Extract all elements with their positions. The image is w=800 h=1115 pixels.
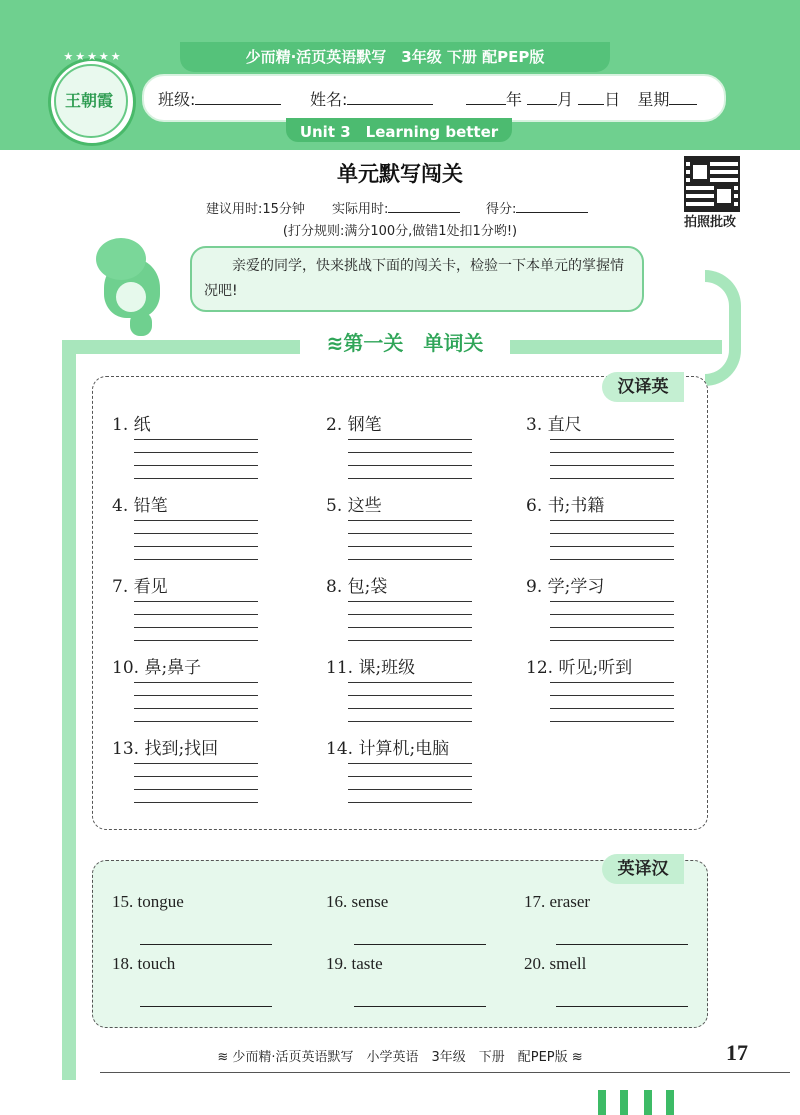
footer-bar xyxy=(620,1090,628,1115)
writing-line[interactable] xyxy=(550,695,674,696)
actual-time-blank[interactable] xyxy=(388,198,460,213)
writing-line[interactable] xyxy=(348,546,472,547)
actual-time-label: 实际用时: xyxy=(332,202,389,217)
writing-line[interactable] xyxy=(550,627,674,628)
writing-line[interactable] xyxy=(134,614,258,615)
bear-belly xyxy=(116,282,146,312)
class-field[interactable] xyxy=(158,87,281,110)
writing-line[interactable] xyxy=(550,640,674,641)
month-label: 月 xyxy=(557,90,574,109)
writing-line[interactable] xyxy=(134,708,258,709)
decor-track-vertical xyxy=(62,340,76,1080)
writing-line[interactable] xyxy=(348,708,472,709)
decor-track-curve xyxy=(705,270,741,386)
word-item-label: 13. 找到;找回 xyxy=(112,739,219,759)
footer-text: ≋ 少而精·活页英语默写 小学英语 3年级 下册 配PEP版 ≋ xyxy=(217,1050,583,1065)
word-item-label: 1. 纸 xyxy=(112,415,151,435)
writing-line[interactable] xyxy=(550,452,674,453)
writing-line[interactable] xyxy=(134,520,258,521)
bear-head xyxy=(96,238,146,280)
word-item-label: 4. 铅笔 xyxy=(112,496,168,516)
writing-line[interactable] xyxy=(134,465,258,466)
writing-line[interactable] xyxy=(134,533,258,534)
year-label: 年 xyxy=(506,90,523,109)
writing-line[interactable] xyxy=(550,520,674,521)
suggested-time: 建议用时:15分钟 xyxy=(206,202,305,217)
english-word-label: 15. tongue xyxy=(112,892,184,911)
writing-line[interactable] xyxy=(134,682,258,683)
class-blank[interactable] xyxy=(195,90,281,105)
writing-line[interactable] xyxy=(550,708,674,709)
chinese-to-english-box xyxy=(92,376,708,830)
english-word-label: 17. eraser xyxy=(524,892,591,911)
writing-line[interactable] xyxy=(348,721,472,722)
writing-line[interactable] xyxy=(550,682,674,683)
writing-line[interactable] xyxy=(348,763,472,764)
writing-line[interactable] xyxy=(134,559,258,560)
word-item-label: 8. 包;袋 xyxy=(326,577,388,597)
bear-leg xyxy=(130,312,152,336)
word-item-label: 11. 课;班级 xyxy=(326,658,416,678)
word-item-label: 9. 学;学习 xyxy=(526,577,605,597)
english-word-label: 18. touch xyxy=(112,954,176,973)
writing-line[interactable] xyxy=(134,721,258,722)
section1-tag: 汉译英 xyxy=(602,372,684,402)
english-word-label: 16. sense xyxy=(326,892,389,911)
word-item-label: 5. 这些 xyxy=(326,496,382,516)
date-field[interactable] xyxy=(466,87,697,110)
page-title: 单元默写闯关 xyxy=(337,162,463,186)
word-item-label: 10. 鼻;鼻子 xyxy=(112,658,202,678)
writing-line[interactable] xyxy=(134,763,258,764)
score-field[interactable] xyxy=(486,198,588,217)
writing-line[interactable] xyxy=(348,614,472,615)
writing-line[interactable] xyxy=(134,695,258,696)
writing-line[interactable] xyxy=(134,478,258,479)
writing-line[interactable] xyxy=(348,776,472,777)
day-label: 日 xyxy=(604,90,621,109)
class-label: 班级: xyxy=(158,90,196,109)
writing-line[interactable] xyxy=(348,520,472,521)
writing-line[interactable] xyxy=(134,439,258,440)
writing-line[interactable] xyxy=(348,802,472,803)
writing-line[interactable] xyxy=(348,640,472,641)
writing-line[interactable] xyxy=(348,627,472,628)
section2-tag: 英译汉 xyxy=(602,854,684,884)
intro-text: 亲爱的同学，快来挑战下面的闯关卡，检验一下本单元的掌握情况吧! xyxy=(204,258,624,299)
writing-line[interactable] xyxy=(550,614,674,615)
qr-label: 拍照批改 xyxy=(683,215,736,230)
scoring-rule: (打分规则:满分100分,做错1处扣1分哟!) xyxy=(282,224,518,239)
answer-line[interactable] xyxy=(556,944,688,945)
writing-line[interactable] xyxy=(550,601,674,602)
logo-text: 王朝霞 xyxy=(64,91,113,110)
writing-line[interactable] xyxy=(134,601,258,602)
word-item-label: 14. 计算机;电脑 xyxy=(326,739,450,759)
writing-line[interactable] xyxy=(134,789,258,790)
writing-line[interactable] xyxy=(550,559,674,560)
score-blank[interactable] xyxy=(516,198,588,213)
writing-line[interactable] xyxy=(348,452,472,453)
writing-line[interactable] xyxy=(348,559,472,560)
answer-line[interactable] xyxy=(354,944,486,945)
year-blank[interactable] xyxy=(466,90,506,105)
actual-time-field[interactable] xyxy=(332,198,460,217)
writing-line[interactable] xyxy=(348,789,472,790)
word-item-label: 7. 看见 xyxy=(112,577,168,597)
word-item-label: 3. 直尺 xyxy=(526,415,582,435)
month-blank[interactable] xyxy=(527,90,557,105)
writing-line[interactable] xyxy=(134,627,258,628)
day-blank[interactable] xyxy=(578,90,604,105)
name-label: 姓名: xyxy=(310,90,348,109)
answer-line[interactable] xyxy=(556,1006,688,1007)
answer-line[interactable] xyxy=(354,1006,486,1007)
footer-bar xyxy=(644,1090,652,1115)
writing-line[interactable] xyxy=(134,452,258,453)
writing-line[interactable] xyxy=(348,465,472,466)
weekday-blank[interactable] xyxy=(669,90,697,105)
writing-line[interactable] xyxy=(550,546,674,547)
weekday-label: 星期 xyxy=(637,90,670,109)
writing-line[interactable] xyxy=(348,601,472,602)
footer-bar xyxy=(598,1090,606,1115)
footer-rule xyxy=(100,1072,790,1073)
footer-bar xyxy=(666,1090,674,1115)
writing-line[interactable] xyxy=(550,439,674,440)
writing-line[interactable] xyxy=(134,802,258,803)
word-item-label: 2. 钢笔 xyxy=(326,415,382,435)
page-number: 17 xyxy=(726,1040,748,1065)
writing-line[interactable] xyxy=(348,478,472,479)
writing-line[interactable] xyxy=(348,695,472,696)
star-icons: ★★★★★ xyxy=(63,50,123,63)
writing-line[interactable] xyxy=(134,546,258,547)
english-word-label: 19. taste xyxy=(326,954,383,973)
qr-code-icon[interactable] xyxy=(684,156,740,212)
writing-line[interactable] xyxy=(348,439,472,440)
writing-line[interactable] xyxy=(550,721,674,722)
series-title: 少而精·活页英语默写 3年级 下册 配PEP版 xyxy=(245,48,545,66)
writing-line[interactable] xyxy=(348,682,472,683)
name-blank[interactable] xyxy=(347,90,433,105)
unit-title: Unit 3 Learning better xyxy=(299,123,499,141)
writing-line[interactable] xyxy=(550,533,674,534)
score-label: 得分: xyxy=(486,202,517,217)
word-item-label: 12. 听见;听到 xyxy=(526,658,633,678)
answer-line[interactable] xyxy=(140,944,272,945)
name-field[interactable] xyxy=(310,87,433,110)
writing-line[interactable] xyxy=(134,776,258,777)
writing-line[interactable] xyxy=(550,465,674,466)
writing-line[interactable] xyxy=(134,640,258,641)
word-item-label: 6. 书;书籍 xyxy=(526,496,605,516)
answer-line[interactable] xyxy=(140,1006,272,1007)
writing-line[interactable] xyxy=(348,533,472,534)
section1-title: ≋第一关 单词关 xyxy=(326,331,484,355)
english-word-label: 20. smell xyxy=(524,954,587,973)
writing-line[interactable] xyxy=(550,478,674,479)
